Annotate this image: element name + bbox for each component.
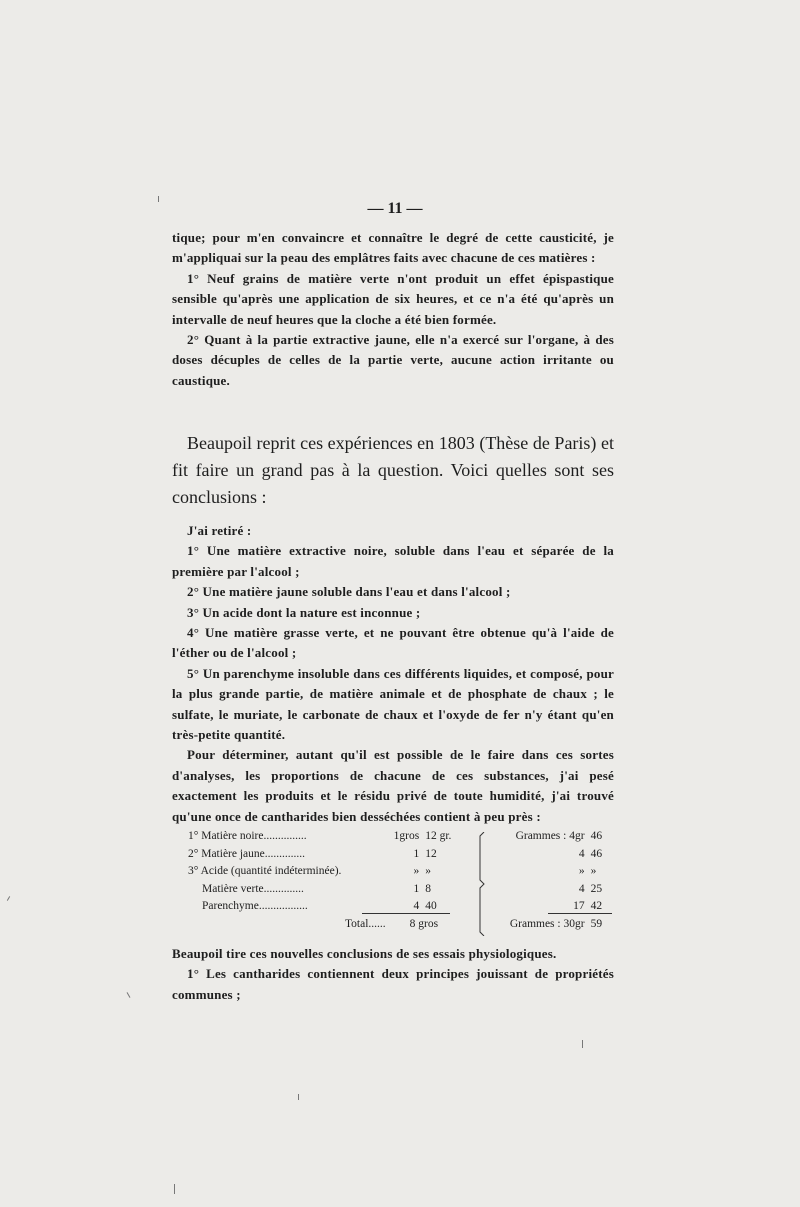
row-centigrammes: 25 — [590, 882, 603, 895]
row-gros: 1 — [413, 882, 420, 895]
row-label: 3° Acide (quantité indéterminée). — [188, 865, 342, 877]
list-item: 2° Une matière jaune soluble dans l'eau et dans l'alcool ; — [187, 584, 511, 600]
row-gros: 1gros — [393, 830, 420, 842]
row-grains: 8 — [425, 882, 431, 895]
list-item: 3° Un acide dont la nature est inconnue ; — [187, 604, 421, 620]
scan-speck — [127, 992, 131, 998]
scan-speck — [174, 1184, 175, 1194]
section-top — [172, 228, 614, 391]
scan-speck — [298, 1094, 299, 1100]
row-gros: 4 — [413, 900, 420, 912]
sum-rule-left — [362, 913, 450, 914]
paragraph-two-principles: 1° Les cantharides contiennent deux principes jouissant de propriétés communes ; — [172, 966, 614, 1002]
row-grains: 12 — [425, 847, 437, 860]
paragraph-determine: Pour déterminer, autant qu'il est possible de le faire dans ces sortes d'analyses, les proportions de chacune de ces substances, j'ai pesé exactement les produits et le résidu privé de toute humidité, j'ai trouvé qu'une once de cantharides bien desséchées contient à peu près : — [172, 747, 614, 824]
total-centigrammes: 59 — [590, 917, 603, 930]
row-label: Matière verte.............. — [202, 882, 304, 895]
row-centigrammes: » — [590, 865, 597, 877]
row-centigrammes: 46 — [590, 847, 603, 860]
grammes-heading: Grammes : — [515, 830, 567, 842]
retire-heading: J'ai retiré : — [187, 523, 252, 538]
row-grammes: 4 — [578, 847, 585, 860]
composition-table — [172, 828, 614, 933]
section-results — [172, 521, 614, 827]
scan-speck — [7, 896, 10, 901]
paragraph-beaupoil-intro: Beaupoil reprit ces expériences en 1803 (Thèse de Paris) et fit faire un grand pas à la question. Voici quelles sont ses conclusions : — [172, 433, 614, 507]
table-row — [172, 828, 614, 846]
paragraph-green-matter: 1° Neuf grains de matière verte n'ont produit un effet épispastique sensible qu'après une application de six heures, et ce n'a été qu'après un intervalle de neuf heures que la cloche a été bien formée. — [172, 270, 614, 327]
row-grammes: 4 — [578, 882, 585, 895]
row-grains: 40 — [425, 900, 437, 912]
page-number: — 11 — — [367, 200, 423, 217]
row-label: 2° Matière jaune.............. — [188, 847, 306, 860]
scan-speck — [158, 196, 159, 202]
row-grains: » — [425, 865, 431, 877]
paragraph-causticity: tique; pour m'en convaincre et connaître le degré de cette causticité, je m'appliquai sur la peau des emplâtres faits avec chacune de ces matières : — [172, 230, 614, 266]
section-intro — [172, 430, 614, 511]
scan-speck — [582, 1040, 583, 1048]
row-grammes: 17 — [573, 900, 585, 912]
paragraph-new-conclusions: Beaupoil tire ces nouvelles conclusions de ses essais physiologiques. — [172, 946, 557, 961]
brace-icon — [478, 832, 486, 936]
row-centigrammes: 46 — [590, 830, 603, 842]
row-label: Parenchyme................. — [202, 900, 308, 912]
row-gros: » — [413, 865, 420, 877]
row-grains: 12 gr. — [425, 830, 452, 842]
row-label: 1° Matière noire............... — [188, 830, 307, 842]
total-grammes: Grammes : 30gr — [509, 917, 585, 930]
row-grammes: » — [578, 865, 585, 877]
section-closing — [172, 944, 614, 1005]
table-row — [172, 881, 614, 899]
paragraph-yellow-part: 2° Quant à la partie extractive jaune, elle n'a exercé sur l'organe, à des doses décuples de celles de la partie verte, aucune action irritante ou caustique. — [172, 332, 614, 388]
list-item: 4° Une matière grasse verte, et ne pouvant être obtenue qu'à l'aide de l'éther ou de l'alcool ; — [172, 625, 614, 661]
table-total-row — [172, 916, 614, 934]
total-gros: 8 gros — [409, 917, 439, 930]
table-row — [172, 863, 614, 881]
list-item: 1° Une matière extractive noire, soluble dans l'eau et séparée de la première par l'alcool ; — [172, 543, 614, 579]
row-gros: 1 — [413, 847, 420, 860]
row-grammes: 4gr — [569, 830, 585, 842]
row-centigrammes: 42 — [590, 900, 603, 912]
table-row — [172, 846, 614, 864]
total-label: Total...... — [344, 917, 386, 930]
list-item: 5° Un parenchyme insoluble dans ces différents liquides, et composé, pour la plus grande partie, de matière animale et de phosphate de chaux ; le sulfate, le muriate, le carbonate de chaux et l'oxyde de fer n'y étant qu'en très-petite quantité. — [172, 665, 614, 743]
sum-rule-right — [548, 913, 612, 914]
